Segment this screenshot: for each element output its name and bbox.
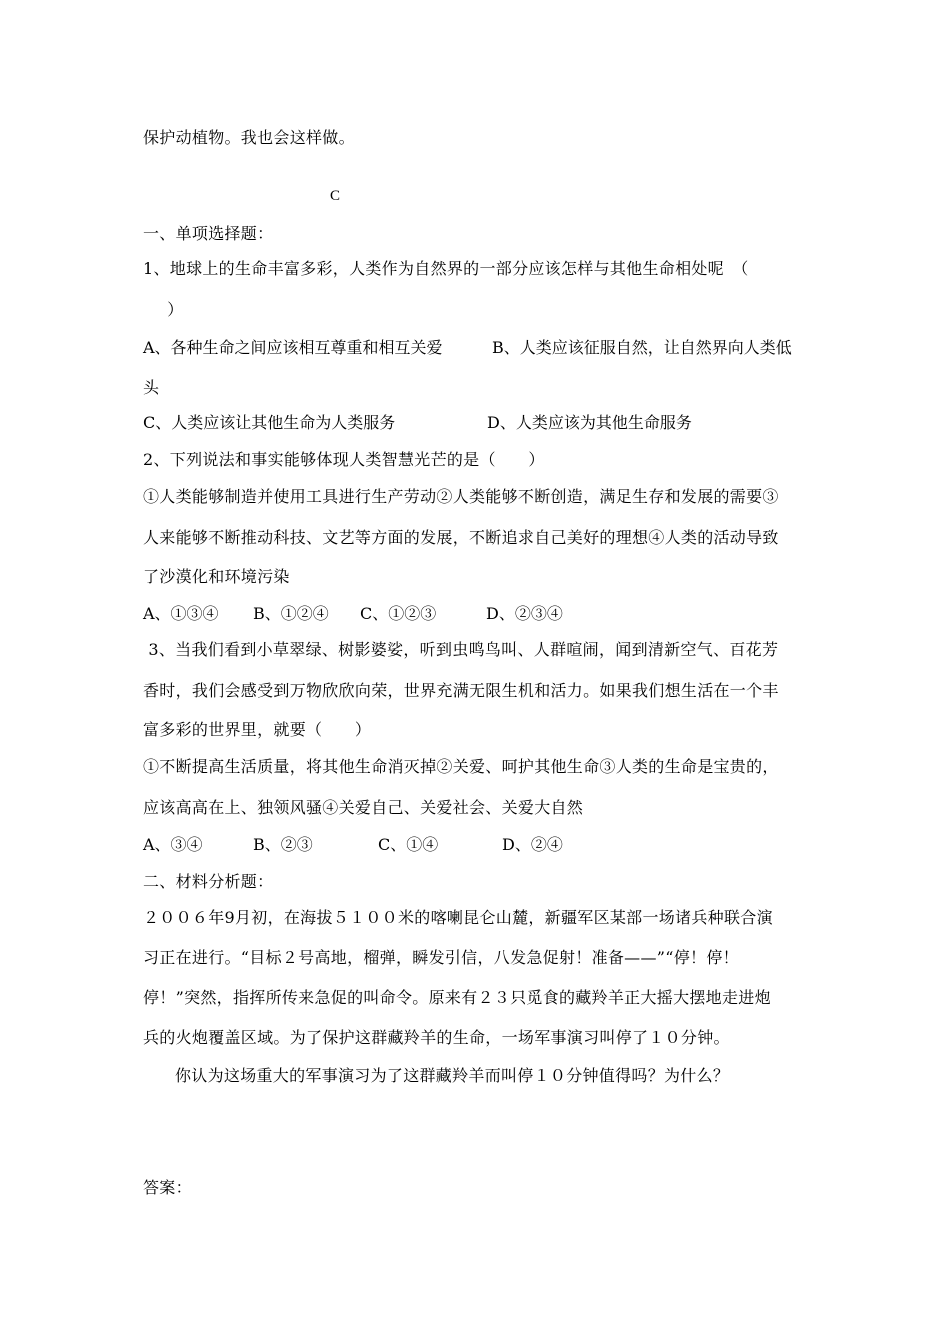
q1-option-b-line1: B、人类应该征服自然，让自然界向人类低 <box>492 338 792 357</box>
q3-body-line1: ①不断提高生活质量，将其他生命消灭掉②关爱、呵护其他生命③人类的生命是宝贵的， <box>143 757 779 776</box>
q2-body-line2: 人来能够不断推动科技、文艺等方面的发展，不断追求自己美好的理想④人类的活动导致 <box>143 528 779 547</box>
part2-heading: 二、材料分析题： <box>143 872 274 891</box>
intro-line: 保护动植物。我也会这样做。 <box>143 128 355 147</box>
q1-stem-line1: 1、地球上的生命丰富多彩，人类作为自然界的一部分应该怎样与其他生命相处呢 （ <box>143 259 749 278</box>
q3-stem-line2: 香时，我们会感受到万物欣欣向荣，世界充满无限生机和活力。如果我们想生活在一个丰 <box>143 681 779 700</box>
q1-option-c: C、人类应该让其他生命为人类服务 <box>143 413 396 432</box>
material-line1: ２００６年9月初，在海拔５１００米的喀喇昆仑山麓，新疆军区某部一场诸兵种联合演 <box>143 908 773 927</box>
q3-stem-line3: 富多彩的世界里，就要（ ） <box>143 720 372 739</box>
q1-option-b-line2: 头 <box>143 378 160 397</box>
material-line2: 习正在进行。“目标２号高地，榴弹，瞬发引信，八发急促射！准备——”“停！停！ <box>143 948 739 967</box>
q3-stem-line1: 3、当我们看到小草翠绿、树影婆娑，听到虫鸣鸟叫、人群喧闹，闻到清新空气、百花芳 <box>143 640 779 659</box>
q2-option-a: A、①③④ <box>143 604 219 623</box>
q3-option-a: A、③④ <box>143 835 203 854</box>
q3-option-d: D、②④ <box>502 835 563 854</box>
q3-option-b: B、②③ <box>253 835 313 854</box>
q1-option-d: D、人类应该为其他生命服务 <box>487 413 692 432</box>
q2-stem: 2、下列说法和事实能够体现人类智慧光芒的是（ ） <box>143 450 545 469</box>
q1-stem-line2: ） <box>151 300 184 319</box>
section-c-label: C <box>330 188 341 204</box>
q2-body-line1: ①人类能够制造并使用工具进行生产劳动②人类能够不断创造，满足生存和发展的需要③ <box>143 487 779 506</box>
q2-option-b: B、①②④ <box>253 604 329 623</box>
q3-option-c: C、①④ <box>378 835 439 854</box>
material-line3: 停！”突然，指挥所传来急促的叫命令。原来有２３只觅食的藏羚羊正大摇大摆地走进炮 <box>143 988 771 1007</box>
q1-option-a: A、各种生命之间应该相互尊重和相互关爱 <box>143 338 443 357</box>
part1-heading: 一、单项选择题： <box>143 224 274 243</box>
q2-body-line3: 了沙漠化和环境污染 <box>143 567 290 586</box>
material-line4: 兵的火炮覆盖区域。为了保护这群藏羚羊的生命，一场军事演习叫停了１０分钟。 <box>143 1028 730 1047</box>
answer-label: 答案： <box>143 1178 192 1197</box>
material-question: 你认为这场重大的军事演习为了这群藏羚羊而叫停１０分钟值得吗？为什么？ <box>175 1066 730 1085</box>
q2-option-d: D、②③④ <box>486 604 563 623</box>
q2-option-c: C、①②③ <box>360 604 437 623</box>
q3-body-line2: 应该高高在上、独领风骚④关爱自己、关爱社会、关爱大自然 <box>143 798 584 817</box>
